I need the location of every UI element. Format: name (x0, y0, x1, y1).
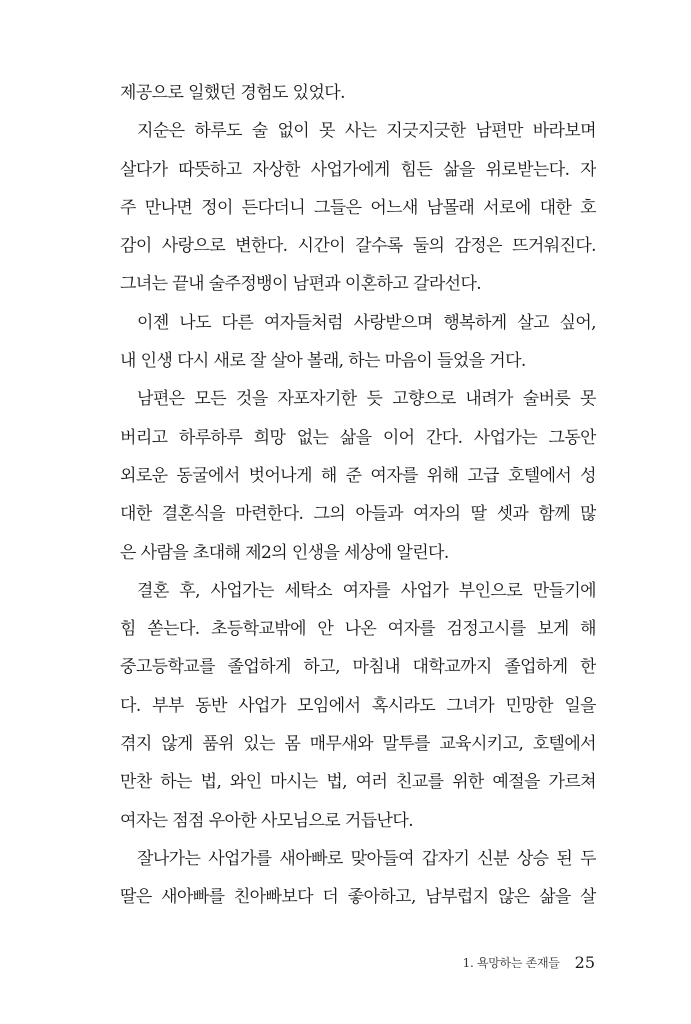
text-line: 결혼 후, 사업가는 세탁소 여자를 사업가 부인으로 만들기에 (137, 580, 596, 601)
text-line: 제공으로 일했던 경험도 있었다. (120, 83, 345, 103)
text-line: 지순은 하루도 술 없이 못 사는 지긋지긋한 남편만 바라보며 (137, 121, 596, 142)
text-line: 감이 사랑으로 변한다. 시간이 갈수록 둘의 감정은 뜨거워진다. (120, 236, 596, 257)
text-line: 힘 쏟는다. 초등학교밖에 안 나온 여자를 검정고시를 보게 해 (120, 619, 596, 640)
text-line: 다. 부부 동반 사업가 모임에서 혹시라도 그녀가 민망한 일을 (120, 695, 596, 716)
text-line: 살다가 따뜻하고 자상한 사업가에게 힘든 삶을 위로받는다. 자 (120, 159, 596, 180)
text-line: 내 인생 다시 새로 잘 살아 볼래, 하는 마음이 들었을 거다. (120, 351, 526, 372)
text-line: 주 만나면 정이 든다더니 그들은 어느새 남몰래 서로에 대한 호 (120, 197, 596, 218)
page-number: 25 (574, 953, 595, 972)
text-line: 중고등학교를 졸업하게 하고, 마침내 대학교까지 졸업하게 한 (120, 657, 596, 678)
text-line: 겪지 않게 품위 있는 몸 매무새와 말투를 교육시키고, 호텔에서 (120, 734, 596, 755)
text-line: 은 사람을 초대해 제2의 인생을 세상에 알린다. (120, 542, 449, 563)
text-line: 대한 결혼식을 마련한다. 그의 아들과 여자의 딸 셋과 함께 많 (120, 504, 596, 525)
text-line: 딸은 새아빠를 친아빠보다 더 좋아하고, 남부럽지 않은 삶을 살 (120, 887, 596, 908)
body-text (120, 74, 596, 917)
text-line: 남편은 모든 것을 자포자기한 듯 고향으로 내려가 술버릇 못 (137, 389, 596, 410)
text-line: 만찬 하는 법, 와인 마시는 법, 여러 친교를 위한 예절을 가르쳐 (120, 772, 596, 793)
text-line: 외로운 동굴에서 벗어나게 해 준 여자를 위해 고급 호텔에서 성 (120, 465, 596, 486)
page-footer (380, 952, 595, 976)
text-line: 이젠 나도 다른 여자들처럼 사랑받으며 행복하게 살고 싶어, (137, 312, 596, 333)
text-line: 그녀는 끝내 술주정뱅이 남편과 이혼하고 갈라선다. (120, 274, 482, 295)
text-line: 여자는 점점 우아한 사모님으로 거듭난다. (120, 810, 413, 831)
text-line: 버리고 하루하루 희망 없는 삶을 이어 간다. 사업가는 그동안 (120, 427, 596, 448)
text-line: 잘나가는 사업가를 새아빠로 맞아들여 갑자기 신분 상승 된 두 (137, 848, 596, 869)
chapter-title: 1. 욕망하는 존재들 (462, 956, 560, 970)
